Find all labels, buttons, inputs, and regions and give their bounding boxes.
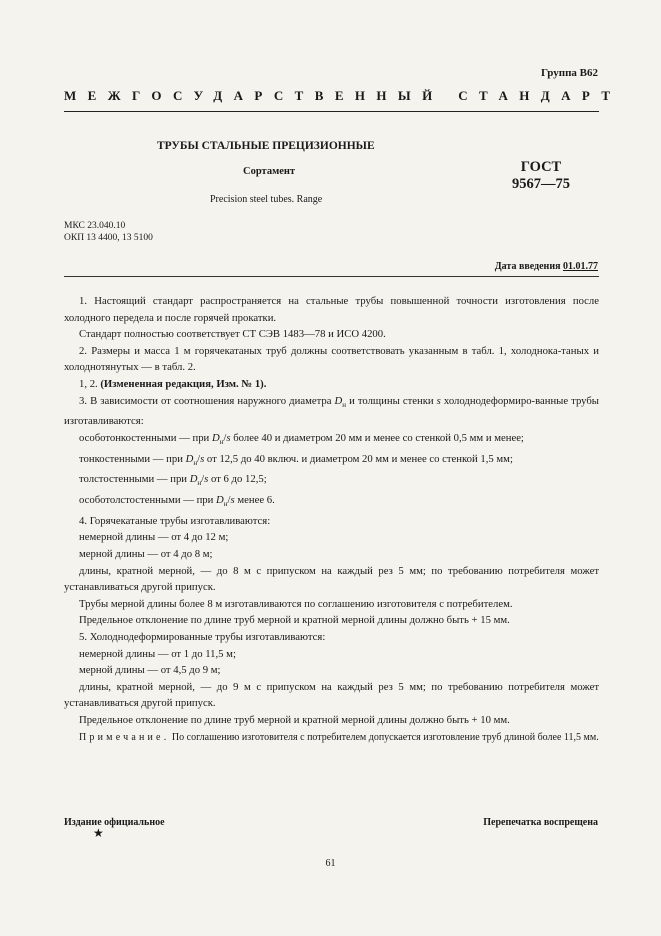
star-icon: ★ xyxy=(93,826,104,840)
amendment-note: (Измененная редакция, Изм. № 1). xyxy=(100,377,267,390)
paragraph: длины, кратной мерной, — до 8 м с припуском на каждый рез 5 мм; по требованию потребителя может устанавливаться другой припуск. xyxy=(64,564,599,594)
paragraph: Стандарт полностью соответствует СТ СЭВ 1483—78 и ИСО 4200. xyxy=(79,328,386,341)
text-run: особотонкостенными — при xyxy=(79,431,212,444)
symbol-s: s xyxy=(230,494,235,507)
paragraph: немерной длины — от 1 до 11,5 м; xyxy=(79,647,236,660)
symbol-s: s xyxy=(436,394,441,407)
paragraph: Трубы мерной длины более 8 м изготавливаются по соглашению изготовителя с потребителем. xyxy=(79,597,513,610)
subscript-n: н xyxy=(342,400,347,409)
gost-label: ГОСТ xyxy=(520,159,562,175)
symbol-d: D xyxy=(189,473,198,486)
date-value: 01.01.77 xyxy=(563,261,598,272)
text-run: особотолстостенными — при xyxy=(79,494,217,507)
paragraph: 4. Горячекатаные трубы изготавливаются: xyxy=(79,514,271,527)
subscript-n: н xyxy=(223,500,228,509)
group-code: Группа В62 xyxy=(540,67,598,79)
standard-header: МЕЖГОСУДАРСТВЕННЫЙ СТАНДАРТ xyxy=(64,88,622,103)
date-label: Дата введения xyxy=(494,261,561,272)
symbol-d: D xyxy=(216,494,224,507)
text-run: и толщины стенки xyxy=(346,394,437,407)
paragraph: 1. Настоящий стандарт распространяется на стальные трубы повышенной точности изготовления после холодного передела и после горячей прокатки. xyxy=(64,295,599,324)
document-body xyxy=(64,293,599,745)
subscript-n: н xyxy=(219,438,224,447)
paragraph xyxy=(64,376,599,393)
amendment-ref: 1, 2. xyxy=(79,377,101,390)
text-run: от 6 до 12,5; xyxy=(208,473,267,486)
paragraph: особотонкостенными — при $D_н/s$ более 40 и диаметром 20 мм и менее со стенкой 0,5 мм и менее; xyxy=(79,431,524,447)
paragraph: мерной длины — от 4 до 8 м; xyxy=(79,548,213,561)
symbol-d: D xyxy=(211,431,220,444)
note xyxy=(64,731,599,746)
symbol-s: s xyxy=(200,452,205,465)
mks-code: МКС 23.040.10 xyxy=(64,221,126,231)
note-text: По соглашению изготовителя с потребителем допускается изготовление труб длиной более 11,5 мм. xyxy=(169,731,599,743)
text-run: толстостенными — при xyxy=(79,473,190,486)
paragraph: 5. Холоднодеформированные трубы изготавливаются: xyxy=(79,630,326,643)
header-rule xyxy=(64,111,599,112)
okp-code: ОКП 13 4400, 13 5100 xyxy=(64,233,153,243)
paragraph: немерной длины — от 4 до 12 м; xyxy=(79,531,229,544)
symbol-d: D xyxy=(334,394,343,407)
text-run: менее 6. xyxy=(234,494,275,507)
gost-code: 9567—75 xyxy=(512,176,570,192)
reprint-notice: Перепечатка воспрещена xyxy=(483,817,598,828)
date-rule xyxy=(64,276,599,277)
document-subtitle: Сортамент xyxy=(243,166,296,177)
paragraph xyxy=(64,393,599,430)
classification-codes xyxy=(64,220,153,244)
text-run: холоднодеформиро-ванные трубы изготавливаются: xyxy=(64,394,599,428)
page-number: 61 xyxy=(325,858,336,869)
effective-date xyxy=(495,261,598,272)
symbol-d: D xyxy=(185,452,194,465)
text-run: 3. В зависимости от соотношения наружного диаметра xyxy=(79,394,335,407)
paragraph: Предельное отклонение по длине труб мерной и кратной мерной длины должно быть + 10 мм. xyxy=(79,713,510,726)
paragraph: длины, кратной мерной, — до 9 м с припуском на каждый рез 5 мм; по требованию потребителя может устанавливаться другой припуск. xyxy=(64,680,599,710)
paragraph: толстостенными — при $D_н/s$ от 6 до 12,5; xyxy=(79,473,267,488)
text-run: от 12,5 до 40 включ. и диаметром 20 мм и менее со стенкой 1,5 мм; xyxy=(204,452,513,465)
english-title: Precision steel tubes. Range xyxy=(210,194,323,205)
document-title: ТРУБЫ СТАЛЬНЫЕ ПРЕЦИЗИОННЫЕ xyxy=(157,140,375,152)
paragraph: мерной длины — от 4,5 до 9 м; xyxy=(79,664,221,677)
text-run: тонкостенными — при xyxy=(79,452,186,465)
paragraph: особотолстостенными — при $D_н/s$ менее 6. xyxy=(79,494,275,509)
paragraph: Предельное отклонение по длине труб мерной и кратной мерной длины должно быть + 15 мм. xyxy=(79,614,510,627)
paragraph: тонкостенными — при $D_н/s$ от 12,5 до 40 включ. и диаметром 20 мм и менее со стенкой 1,5 мм; xyxy=(79,452,513,467)
edition-label: Издание официальное xyxy=(64,817,165,828)
subscript-n: н xyxy=(193,458,198,467)
subscript-n: н xyxy=(197,479,202,488)
note-label: Примечание. xyxy=(79,731,170,743)
symbol-s: s xyxy=(226,431,231,444)
symbol-s: s xyxy=(204,473,209,486)
text-run: более 40 и диаметром 20 мм и менее со стенкой 0,5 мм и менее; xyxy=(230,431,524,444)
gost-number xyxy=(512,159,570,193)
paragraph: 2. Размеры и масса 1 м горячекатаных труб должны соответствовать указанным в табл. 1, холоднока-таных и холоднотянутых — в табл. 2. xyxy=(64,344,599,374)
